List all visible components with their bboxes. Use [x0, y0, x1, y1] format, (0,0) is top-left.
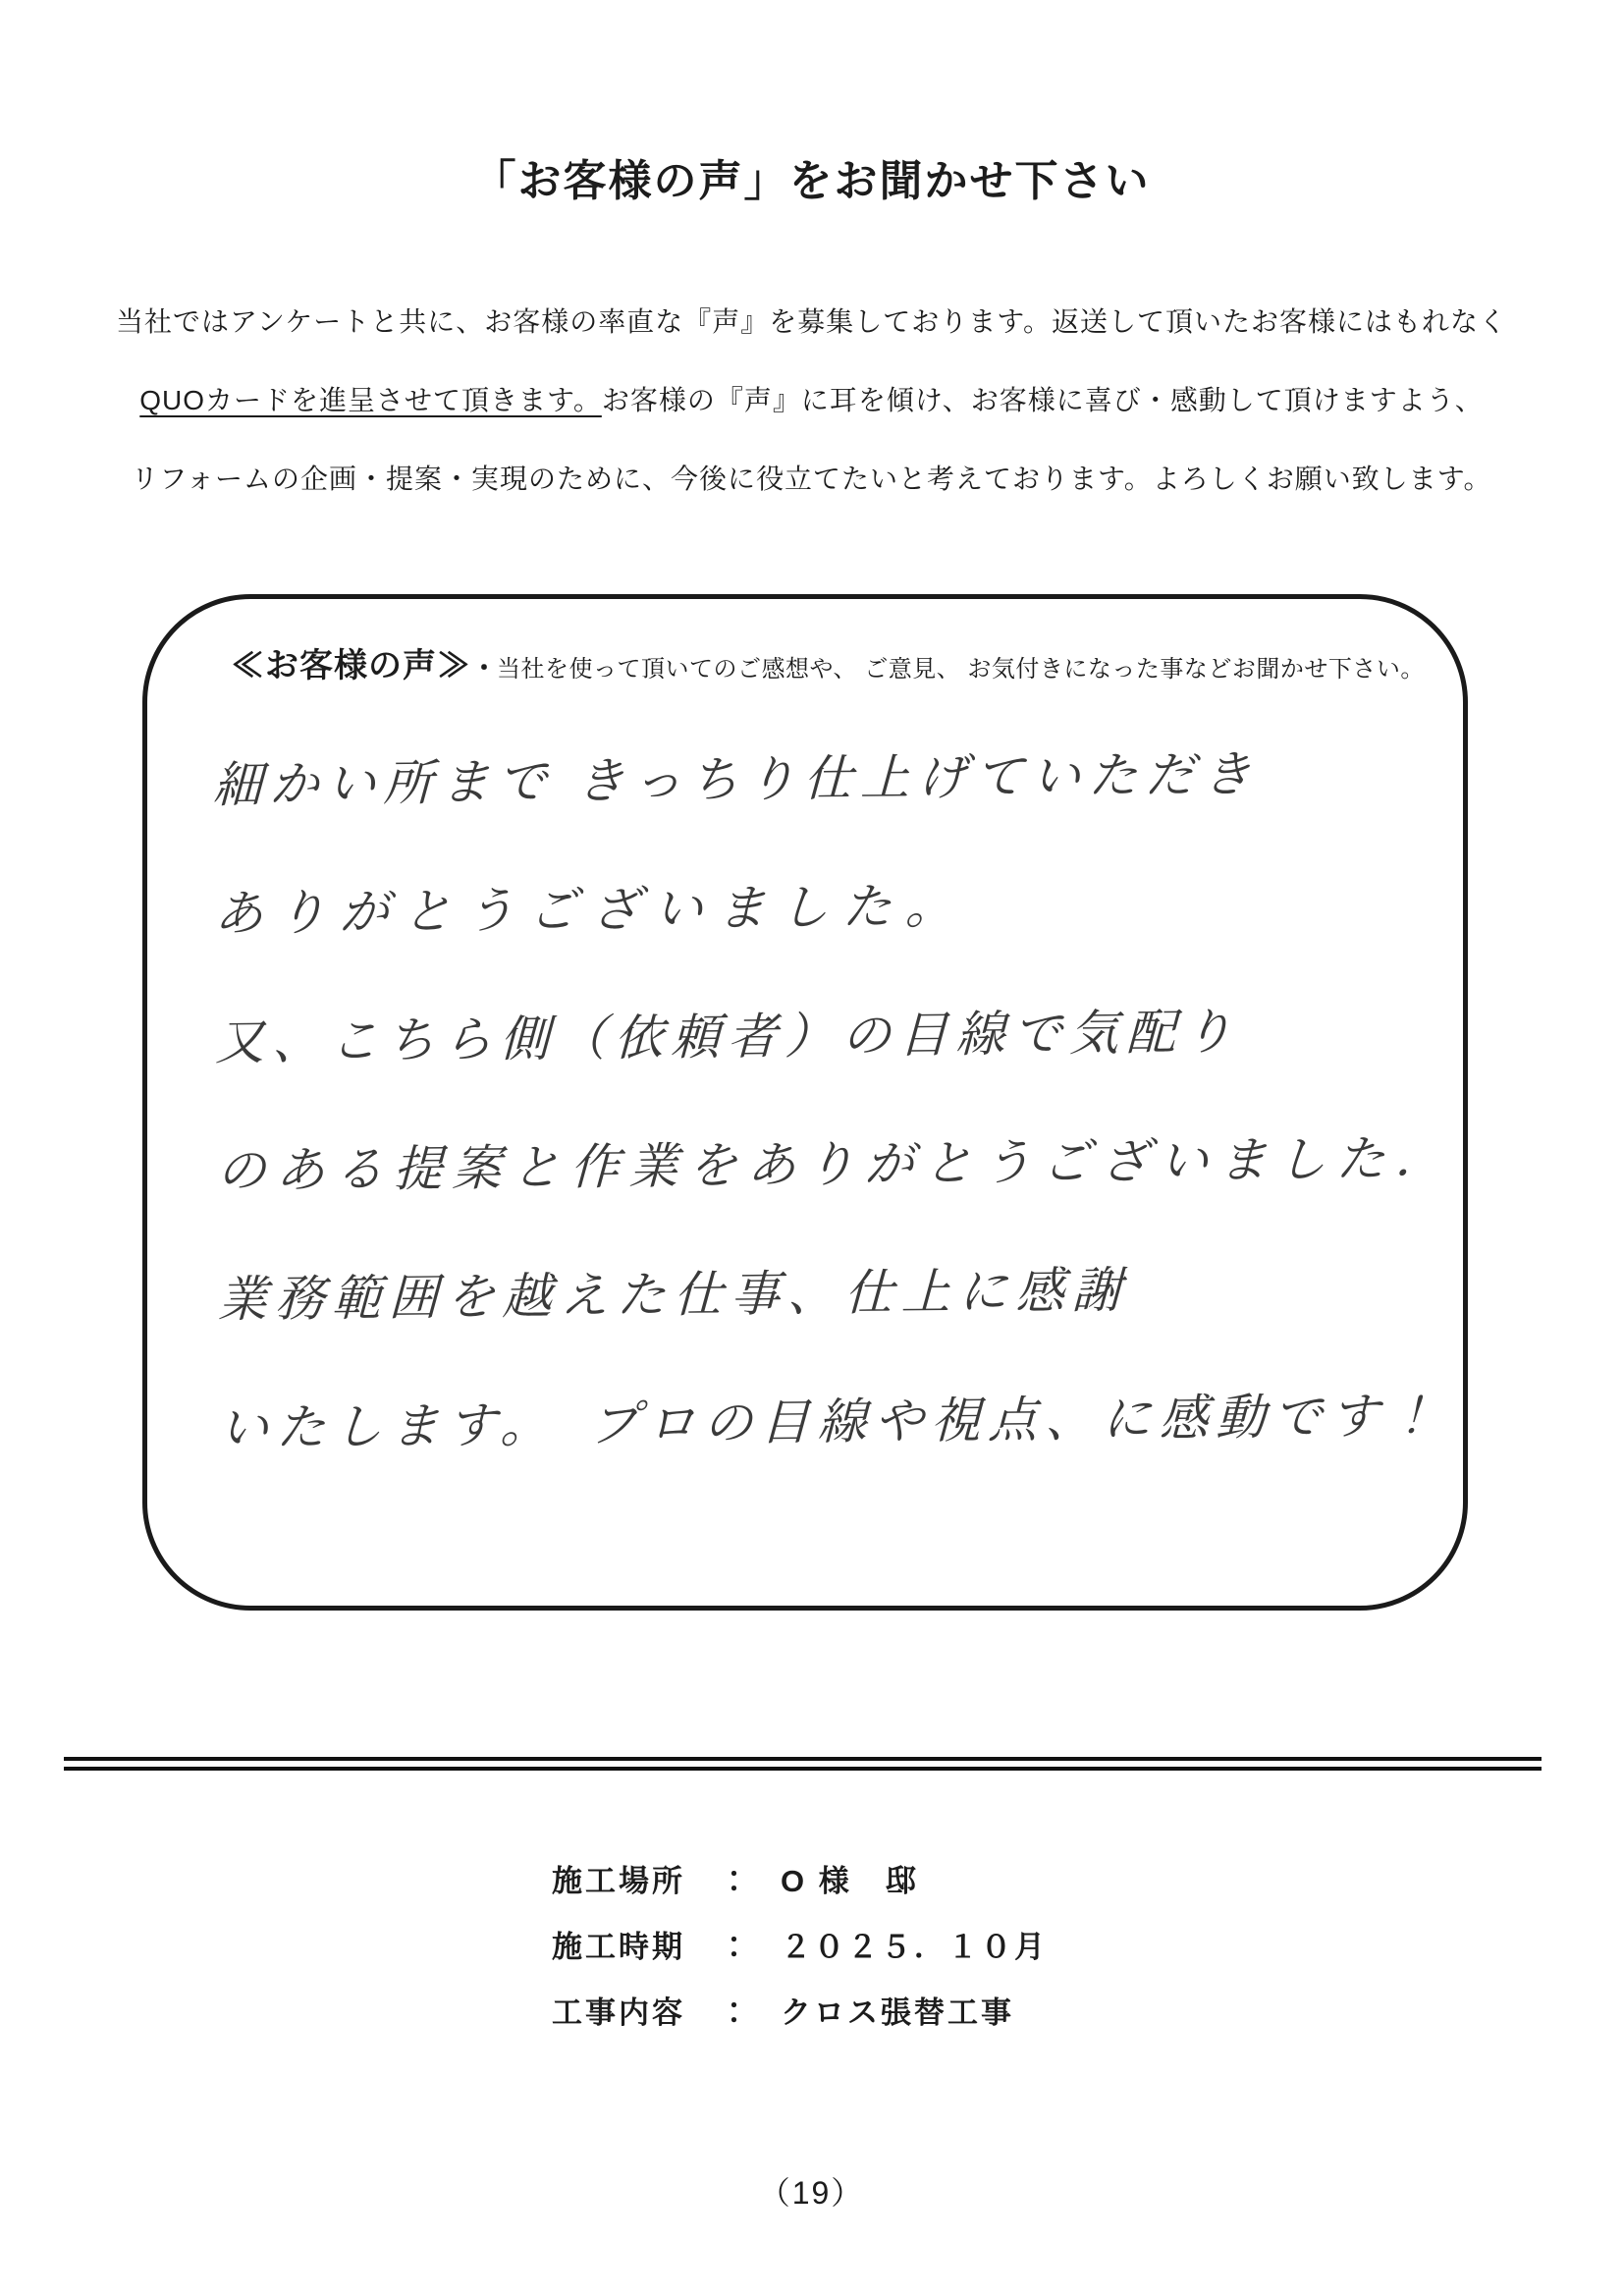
info-colon: ： [719, 1995, 752, 2030]
info-label-text: 施工場所 [552, 1864, 685, 1898]
intro-line-1 [0, 283, 1623, 361]
info-value: ２０２５．１０月 [781, 1930, 1048, 1964]
page-number: （19） [758, 2175, 865, 2211]
info-label [552, 1991, 753, 2035]
feedback-box-title: ≪お客様の声≫ [231, 647, 471, 684]
handwritten-feedback [211, 709, 1455, 1494]
intro-line-1-text: 当社ではアンケートと共に、お客様の率直な『声』を募集しております。返送して頂いたお客様にはもれなく [115, 306, 1508, 337]
handwritten-line: ありがとうございました。 [213, 878, 969, 942]
double-rule-divider [64, 1757, 1542, 1771]
feedback-box-header [231, 638, 1424, 686]
info-row-period [552, 1925, 1048, 1991]
handwritten-line: 又、こちら側（依頼者）の目線で気配り [214, 1004, 1241, 1070]
handwritten-line: のある提案と作業をありがとうございました． [216, 1130, 1455, 1199]
info-row-work [552, 1991, 1048, 2056]
page-title: 「お客様の声」をお聞かせ下さい [472, 157, 1151, 205]
info-label-text: 工事内容 [552, 1995, 685, 2030]
intro-line-2 [0, 361, 1623, 440]
feedback-box-bullet: ・ [471, 653, 498, 683]
intro-line-2-underlined-text: QUOカードを進呈させて頂きます。 [139, 385, 602, 415]
intro-line-3 [0, 440, 1623, 519]
handwritten-line: いたします。 プロの目線や視点、に感動です！ [218, 1388, 1445, 1456]
info-label-text: 施工時期 [552, 1930, 685, 1964]
handwritten-line: 細かい所まで きっちり仕上げていただき [211, 746, 1261, 813]
info-row-location [552, 1859, 1048, 1925]
handwritten-line: 業務範囲を越えた仕事、仕上に感謝 [217, 1262, 1130, 1328]
info-colon: ： [719, 1864, 752, 1898]
info-value: O 様 邸 [781, 1864, 919, 1898]
feedback-box [142, 594, 1468, 1611]
intro-line-2-rest-text: お客様の『声』に耳を傾け、お客様に喜び・感動して頂けますよう、 [601, 385, 1484, 415]
feedback-box-note: 当社を使って頂いてのご感想や、 ご意見、 お気付きになった事などお聞かせ下さい。 [497, 656, 1425, 683]
project-info [552, 1859, 1048, 2056]
info-label [552, 1925, 753, 1969]
intro-paragraph [0, 283, 1623, 519]
info-value: クロス張替工事 [781, 1995, 1014, 2030]
info-label [552, 1859, 753, 1903]
intro-line-3-text: リフォームの企画・提案・実現のために、今後に役立てたいと考えております。よろしくお願い致します。 [131, 464, 1492, 494]
info-colon: ： [719, 1930, 752, 1964]
